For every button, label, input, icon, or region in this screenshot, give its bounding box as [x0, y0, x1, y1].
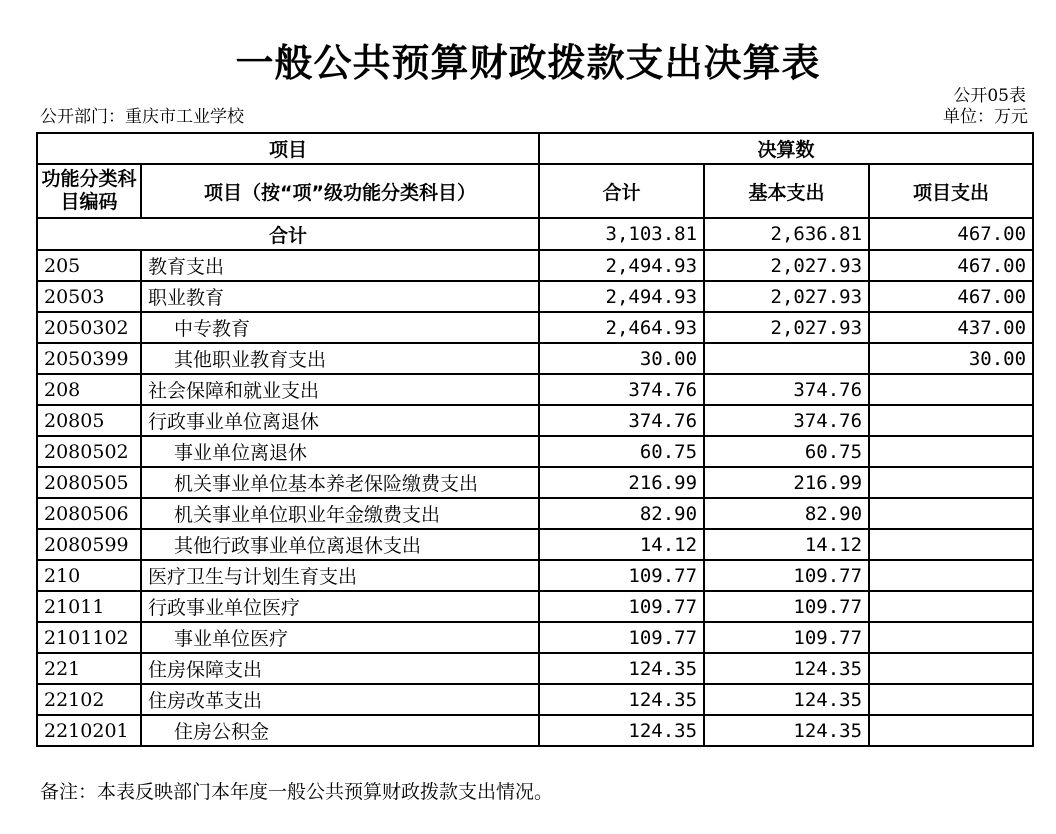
total-row-basic: 2,636.81	[704, 218, 869, 250]
table-row	[37, 343, 1033, 374]
row-basic: 374.76	[704, 405, 869, 436]
row-total: 374.76	[539, 405, 704, 436]
table-row	[37, 653, 1033, 684]
table-row	[37, 281, 1033, 312]
row-total: 2,494.93	[539, 250, 704, 281]
row-project	[869, 560, 1033, 591]
row-project	[869, 529, 1033, 560]
row-code: 210	[37, 560, 141, 591]
footnote: 备注：本表反映部门本年度一般公共预算财政拨款支出情况。	[40, 781, 554, 803]
row-project	[869, 622, 1033, 653]
row-project	[869, 374, 1033, 405]
total-row-project: 467.00	[869, 218, 1033, 250]
row-basic: 2,027.93	[704, 281, 869, 312]
total-row-total: 3,103.81	[539, 218, 704, 250]
department-label: 公开部门：重庆市工业学校	[40, 107, 244, 127]
row-project	[869, 653, 1033, 684]
row-total: 124.35	[539, 653, 704, 684]
row-basic: 124.35	[704, 715, 869, 746]
row-total: 82.90	[539, 498, 704, 529]
row-code: 2050302	[37, 312, 141, 343]
row-total: 2,464.93	[539, 312, 704, 343]
row-code: 2080505	[37, 467, 141, 498]
row-total: 124.35	[539, 684, 704, 715]
table-row	[37, 591, 1033, 622]
unit-label: 单位：万元	[943, 107, 1028, 127]
row-project	[869, 591, 1033, 622]
row-total: 109.77	[539, 591, 704, 622]
row-project: 437.00	[869, 312, 1033, 343]
row-name: 教育支出	[141, 250, 539, 281]
row-name: 机关事业单位职业年金缴费支出	[141, 498, 539, 529]
name-column-header: 项目（按“项”级功能分类科目）	[141, 164, 539, 218]
row-code: 22102	[37, 684, 141, 715]
table-row	[37, 467, 1033, 498]
row-name: 行政事业单位离退休	[141, 405, 539, 436]
table-row	[37, 684, 1033, 715]
row-name: 住房公积金	[141, 715, 539, 746]
row-name: 住房保障支出	[141, 653, 539, 684]
row-code: 2080599	[37, 529, 141, 560]
row-basic: 60.75	[704, 436, 869, 467]
code-column-header: 功能分类科目编码	[37, 164, 141, 218]
row-project	[869, 436, 1033, 467]
project-column-header: 项目支出	[869, 164, 1033, 218]
row-basic: 374.76	[704, 374, 869, 405]
row-code: 20805	[37, 405, 141, 436]
row-total: 60.75	[539, 436, 704, 467]
row-code: 2101102	[37, 622, 141, 653]
table-row	[37, 250, 1033, 281]
table-row	[37, 715, 1033, 746]
row-total: 14.12	[539, 529, 704, 560]
row-name: 机关事业单位基本养老保险缴费支出	[141, 467, 539, 498]
row-basic: 109.77	[704, 591, 869, 622]
row-name: 社会保障和就业支出	[141, 374, 539, 405]
row-name: 医疗卫生与计划生育支出	[141, 560, 539, 591]
item-group-header: 项目	[37, 133, 539, 164]
row-basic: 82.90	[704, 498, 869, 529]
row-code: 221	[37, 653, 141, 684]
row-basic: 14.12	[704, 529, 869, 560]
row-code: 208	[37, 374, 141, 405]
table-row	[37, 622, 1033, 653]
row-total: 109.77	[539, 560, 704, 591]
column-header-row	[37, 164, 1033, 218]
row-code: 20503	[37, 281, 141, 312]
form-number: 公开05表	[953, 86, 1026, 106]
row-total: 30.00	[539, 343, 704, 374]
row-code: 2080506	[37, 498, 141, 529]
row-total: 2,494.93	[539, 281, 704, 312]
row-total: 124.35	[539, 715, 704, 746]
row-code: 21011	[37, 591, 141, 622]
row-name: 职业教育	[141, 281, 539, 312]
amount-group-header: 决算数	[539, 133, 1033, 164]
row-basic: 124.35	[704, 653, 869, 684]
row-basic: 109.77	[704, 560, 869, 591]
total-row-label: 合计	[37, 218, 539, 250]
row-project	[869, 684, 1033, 715]
row-project	[869, 405, 1033, 436]
row-name: 住房改革支出	[141, 684, 539, 715]
group-header-row	[37, 133, 1033, 164]
table-row	[37, 436, 1033, 467]
row-name: 其他行政事业单位离退休支出	[141, 529, 539, 560]
row-project	[869, 715, 1033, 746]
row-basic: 124.35	[704, 684, 869, 715]
row-name: 事业单位医疗	[141, 622, 539, 653]
row-basic	[704, 343, 869, 374]
row-basic: 2,027.93	[704, 312, 869, 343]
basic-column-header: 基本支出	[704, 164, 869, 218]
row-name: 事业单位离退休	[141, 436, 539, 467]
table-row	[37, 498, 1033, 529]
expenditure-table	[36, 132, 1034, 747]
row-project: 30.00	[869, 343, 1033, 374]
row-name: 中专教育	[141, 312, 539, 343]
table-row	[37, 529, 1033, 560]
table-row	[37, 374, 1033, 405]
table-row	[37, 560, 1033, 591]
row-basic: 216.99	[704, 467, 869, 498]
row-name: 其他职业教育支出	[141, 343, 539, 374]
report-title: 一般公共预算财政拨款支出决算表	[235, 41, 821, 85]
row-code: 2050399	[37, 343, 141, 374]
total-row	[37, 218, 1033, 250]
row-project	[869, 498, 1033, 529]
row-total: 216.99	[539, 467, 704, 498]
table-row	[37, 312, 1033, 343]
table-row	[37, 405, 1033, 436]
row-basic: 109.77	[704, 622, 869, 653]
row-total: 109.77	[539, 622, 704, 653]
row-total: 374.76	[539, 374, 704, 405]
row-code: 2080502	[37, 436, 141, 467]
row-code: 2210201	[37, 715, 141, 746]
row-name: 行政事业单位医疗	[141, 591, 539, 622]
row-project: 467.00	[869, 281, 1033, 312]
row-code: 205	[37, 250, 141, 281]
row-project: 467.00	[869, 250, 1033, 281]
total-column-header: 合计	[539, 164, 704, 218]
row-project	[869, 467, 1033, 498]
row-basic: 2,027.93	[704, 250, 869, 281]
